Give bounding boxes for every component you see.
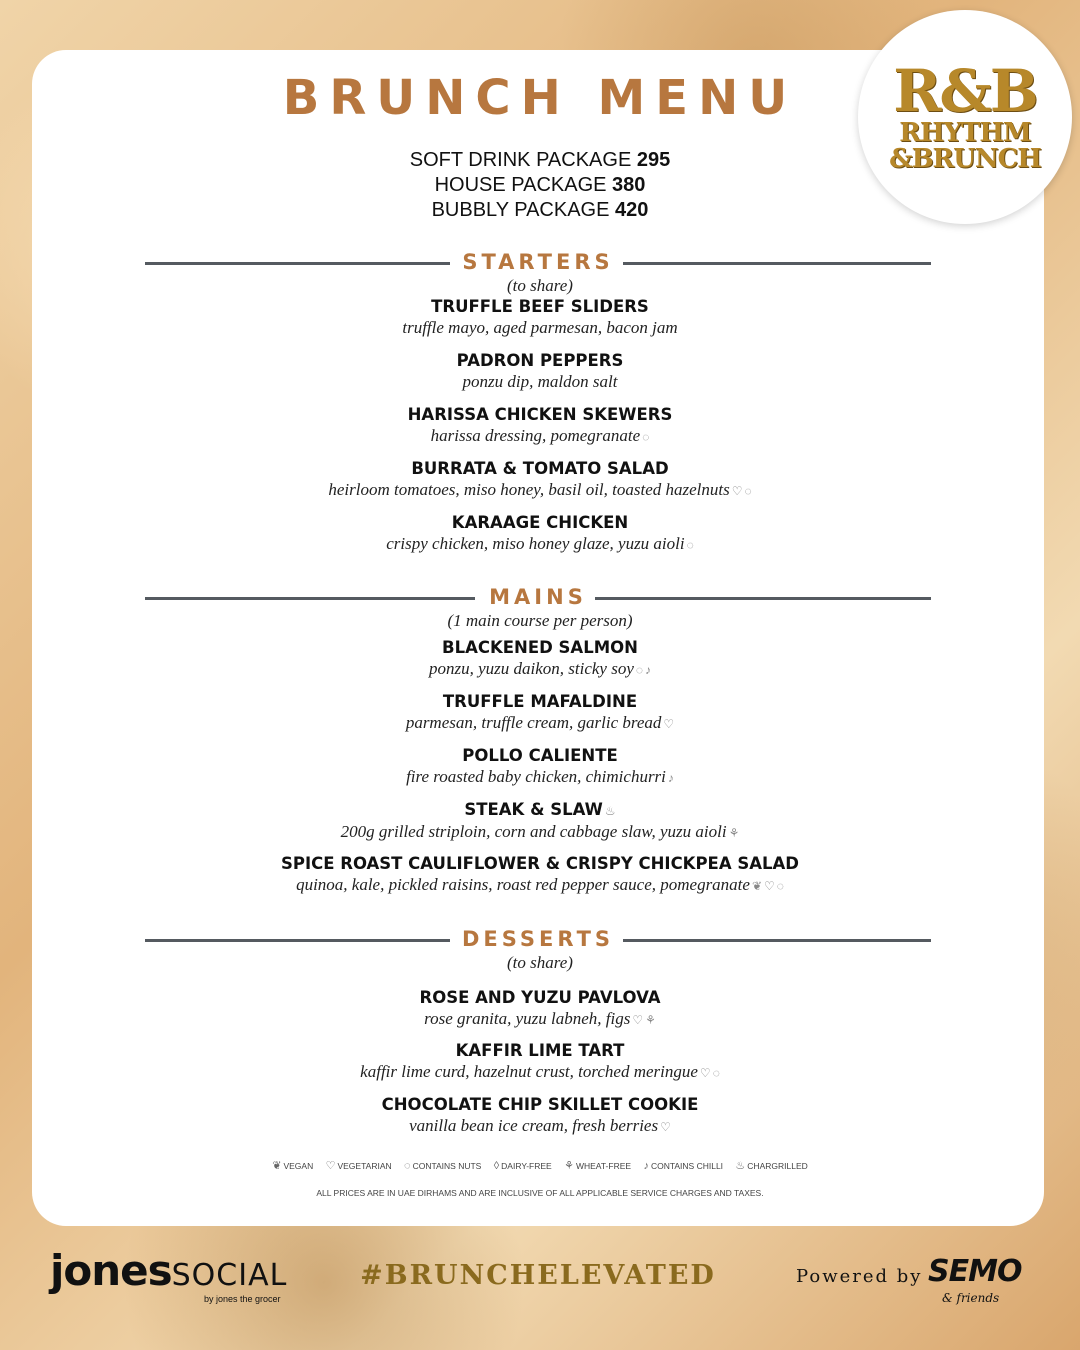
wheat-free-icon: ⚘ [645,1013,656,1027]
item-name: HARISSA CHICKEN SKEWERS [407,405,673,424]
nuts-icon: ◌ [404,1160,411,1172]
item-name: STEAK & SLAW ♨ [464,800,616,819]
vegetarian-icon: ♡ [325,1160,336,1172]
menu-item [0,404,1080,447]
vegetarian-icon: ♡ [632,1013,644,1027]
item-name: ROSE AND YUZU PAVLOVA [419,988,661,1007]
vegetarian-icon: ♡ [699,1066,711,1080]
dairy-free-icon: ◌ [776,879,784,893]
menu-item [0,458,1080,501]
item-name: BURRATA & TOMATO SALAD [411,459,669,478]
item-name: KAFFIR LIME TART [455,1041,625,1060]
item-name: PADRON PEPPERS [456,351,624,370]
item-desc: vanilla bean ice cream, fresh berries ♡ [409,1116,671,1135]
vegan-icon: ❦ [751,879,763,893]
starters-header [145,250,931,278]
starters-note: (to share) [507,276,573,295]
item-name: SPICE ROAST CAULIFLOWER & CRISPY CHICKPEA SALAD [281,854,799,873]
dairy-free-icon: ◌ [635,663,644,677]
item-desc: kaffir lime curd, hazelnut crust, torched meringue ♡ ◌ [360,1062,720,1081]
item-desc: crispy chicken, miso honey glaze, yuzu aioli ◌ [386,534,694,553]
powered-by-label: Powered by [796,1266,923,1287]
legend-item: ⚘ WHEAT-FREE [564,1160,632,1172]
legend-item: ♨ CHARGRILLED [735,1160,808,1172]
item-name: CHOCOLATE CHIP SKILLET COOKIE [381,1095,699,1114]
menu-item [0,987,1080,1030]
legend-item: ♪ CONTAINS CHILLI [643,1160,724,1172]
section-title: MAINS [489,585,587,609]
semo-friends: & friends [942,1291,1000,1305]
item-desc: harissa dressing, pomegranate ◌ [430,426,650,445]
item-desc: truffle mayo, aged parmesan, bacon jam [402,318,678,337]
brand-jones: jones [50,1246,172,1295]
package-house: HOUSE PACKAGE 380 [434,174,646,196]
menu-item [0,745,1080,788]
vegetarian-icon: ♡ [764,879,775,893]
item-name: KARAAGE CHICKEN [451,513,629,532]
wheat-free-icon: ⚘ [728,826,740,840]
price-disclaimer: ALL PRICES ARE IN UAE DIRHAMS AND ARE INCLUSIVE OF ALL APPLICABLE SERVICE CHARGES AND TAXES. [316,1188,764,1198]
dietary-legend [0,1159,1080,1172]
hashtag: #BRUNCHELEVATED [360,1260,716,1291]
grill-icon: ♨ [604,804,616,818]
chilli-icon: ♪ [667,771,674,785]
menu-item [0,296,1080,338]
brand-social: SOCIAL [171,1258,288,1293]
item-desc: rose granita, yuzu labneh, figs ♡ ⚘ [424,1009,656,1028]
vegan-icon: ❦ [272,1160,282,1172]
vegetarian-icon: ♡ [731,484,743,498]
item-desc: parmesan, truffle cream, garlic bread ♡ [405,713,675,732]
menu-item [0,1040,1080,1083]
grill-icon: ♨ [735,1160,746,1172]
section-title: DESSERTS [461,927,615,951]
desserts-note: (to share) [507,953,573,972]
vegetarian-icon: ♡ [660,1120,671,1134]
item-name: POLLO CALIENTE [462,746,618,765]
brand-by-line: by jones the grocer [204,1294,281,1304]
item-name: BLACKENED SALMON [442,638,638,657]
legend-item: ◌ CONTAINS NUTS [404,1160,482,1172]
item-desc: heirloom tomatoes, miso honey, basil oil, toasted hazelnuts ♡ ◌ [328,480,752,499]
item-desc: fire roasted baby chicken, chimichurri ♪ [406,767,674,786]
legend-item: ♡ VEGETARIAN [325,1160,392,1172]
dairy-free-icon: ◌ [686,538,694,552]
item-name: TRUFFLE BEEF SLIDERS [431,297,649,316]
package-bubbly: BUBBLY PACKAGE 420 [431,199,649,221]
logo-line-1: RHYTHM [899,118,1031,148]
item-desc: quinoa, kale, pickled raisins, roast red pepper sauce, pomegranate ❦ ♡ ◌ [296,875,784,894]
menu-item [0,637,1080,680]
mains-note: (1 main course per person) [447,611,633,630]
menu-item [0,691,1080,734]
chilli-icon: ♪ [643,1160,649,1172]
package-list [0,144,1080,223]
menu-item [0,1094,1080,1137]
logo-mark: R&B [893,57,1037,125]
item-name: TRUFFLE MAFALDINE [442,692,638,711]
nuts-icon: ◌ [744,484,752,498]
logo-line-2: &BRUNCH [889,144,1041,174]
item-desc: ponzu dip, maldon salt [462,372,618,391]
legend-item: ❦ VEGAN [272,1160,314,1172]
mains-header [145,585,931,613]
item-desc: 200g grilled striploin, corn and cabbage slaw, yuzu aioli ⚘ [340,822,740,841]
item-desc: ponzu, yuzu daikon, sticky soy ◌ ♪ [428,659,652,678]
desserts-header [145,927,931,955]
menu-item [0,853,1080,896]
nuts-icon: ◌ [712,1066,720,1080]
section-title: STARTERS [462,250,614,274]
dairy-free-icon: ◊ [493,1160,500,1172]
chilli-icon: ♪ [645,663,652,677]
menu-item [0,512,1080,555]
wheat-free-icon: ⚘ [564,1160,574,1172]
page-title: BRUNCH MENU [282,70,798,126]
menu-item [0,799,1080,843]
menu-item [0,350,1080,392]
legend-item: ◊ DAIRY-FREE [493,1160,552,1172]
vegetarian-icon: ♡ [663,717,675,731]
package-soft-drink: SOFT DRINK PACKAGE 295 [409,149,671,171]
semo-logo: SEMO [928,1254,1022,1289]
dairy-free-icon: ◌ [642,430,650,444]
